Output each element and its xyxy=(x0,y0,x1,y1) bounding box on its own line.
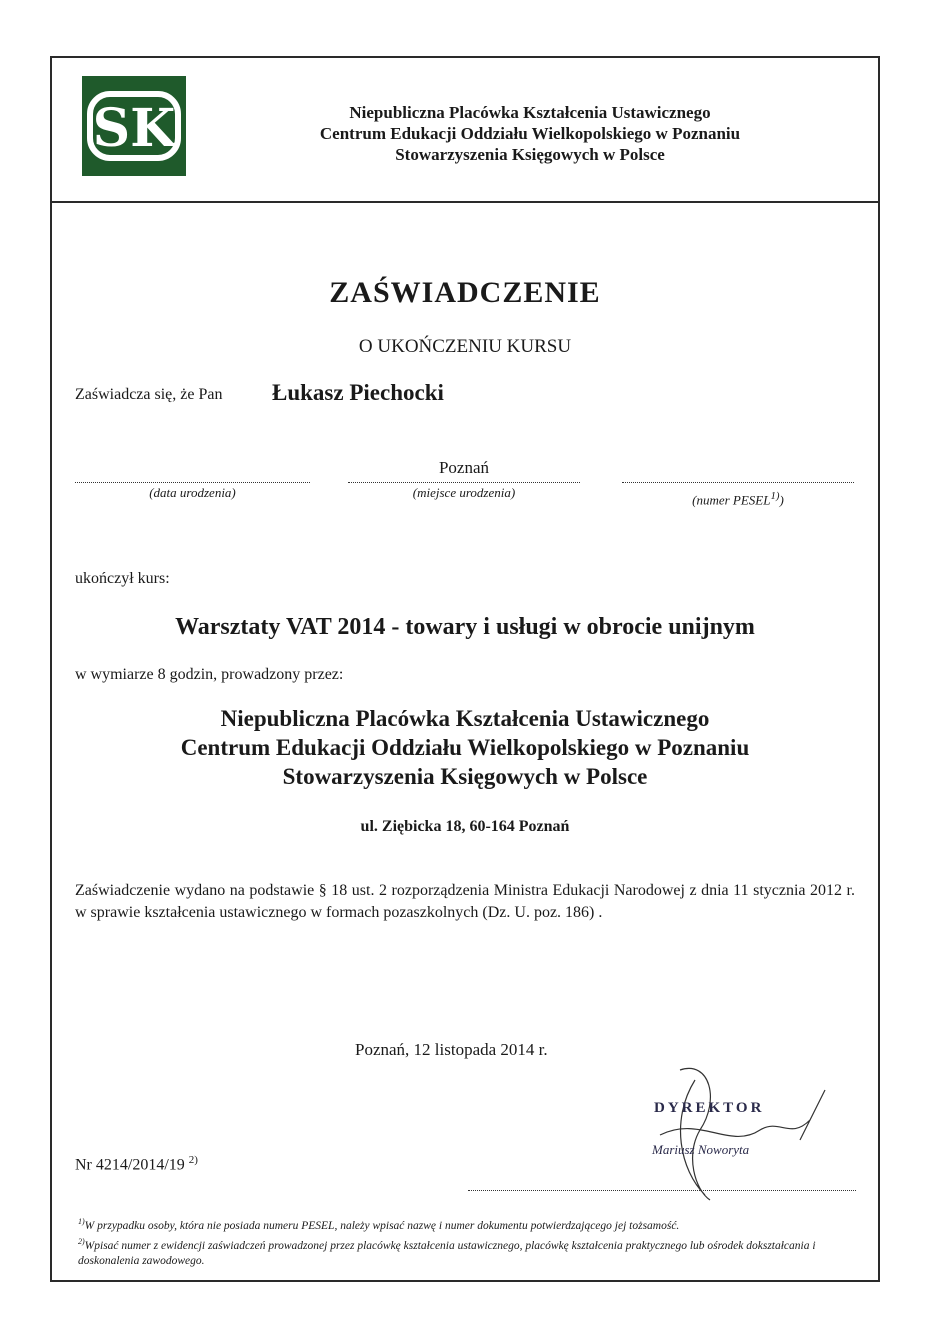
document-subtitle: O UKOŃCZENIU KURSU xyxy=(358,336,572,357)
footnote-item xyxy=(78,1214,858,1234)
header-institution-line: Stowarzyszenia Księgowych w Polsce xyxy=(395,145,665,164)
course-name: Warsztaty VAT 2014 - towary i usługi w obrocie unijnym xyxy=(175,614,755,640)
organizer-line: Centrum Edukacji Oddziału Wielkopolskiego w Poznaniu xyxy=(180,735,750,760)
organizer-line: Stowarzyszenia Księgowych w Polsce xyxy=(282,764,648,789)
footnote-ref: 2) xyxy=(78,1236,85,1246)
certificate-number-ref: 2) xyxy=(188,1154,198,1166)
organizer-name xyxy=(0,704,930,791)
footnote-item xyxy=(78,1234,858,1269)
svg-text:SK: SK xyxy=(92,98,176,159)
completed-label: ukończył kurs: xyxy=(75,570,170,587)
header-institution-line: Centrum Edukacji Oddziału Wielkopolskiego w Poznaniu xyxy=(319,124,741,143)
person-name: Łukasz Piechocki xyxy=(272,380,444,405)
certificate-number-text: Nr 4214/2014/19 xyxy=(75,1156,185,1174)
pesel-footnote-ref: 1) xyxy=(770,490,780,502)
organizer-line: Niepubliczna Placówka Kształcenia Ustawicznego xyxy=(220,706,710,731)
birth-date-line xyxy=(75,482,310,483)
certifies-label: Zaświadcza się, że Pan xyxy=(75,386,223,403)
birth-place-caption: (miejsce urodzenia) xyxy=(412,485,516,500)
pesel-caption: (numer PESEL$^{1)}$) xyxy=(692,490,784,508)
certificate-number xyxy=(75,1154,198,1174)
footnote-ref: 1) xyxy=(78,1217,85,1226)
pesel-caption-text: (numer PESEL xyxy=(692,492,771,508)
place-date: Poznań, 12 listopada 2014 r. xyxy=(355,1040,548,1059)
stamp-title: DYREKTOR xyxy=(654,1100,765,1116)
birth-place-value: Poznań xyxy=(438,458,490,477)
legal-basis-text: Zaświadczenie wydano na podstawie § 18 ust. 2 rozporządzenia Ministra Edukacji Narodowej z dnia 11 stycznia 2012 r. w sprawie kształcenia ustawicznego w formach pozaszkolnych (Dz. U. poz. 186) . xyxy=(75,882,855,921)
director-signature xyxy=(640,1060,840,1210)
scope-text: w wymiarze 8 godzin, prowadzony przez: xyxy=(75,666,344,683)
footnote-text: Wpisać numer z ewidencji zaświadczeń prowadzonej przez placówkę kształcenia ustawicznego, placówkę kształcenia praktycznego lub ośrodek dokształcania i doskonalenia zawodowego. xyxy=(78,1239,816,1267)
header-institution-line: Niepubliczna Placówka Kształcenia Ustawicznego xyxy=(349,103,711,122)
signature-line xyxy=(468,1190,856,1191)
document-title: ZAŚWIADCZENIE xyxy=(329,276,601,309)
footnote-text: W przypadku osoby, która nie posiada numeru PESEL, należy wpisać nazwę i numer dokumentu potwierdzającego jej tożsamość. xyxy=(84,1219,680,1232)
footnotes xyxy=(78,1214,858,1269)
institution-logo xyxy=(82,76,186,176)
pesel-line xyxy=(622,482,854,483)
stamp-name: Mariusz Noworyta xyxy=(652,1142,750,1157)
birth-date-caption: (data urodzenia) xyxy=(149,485,236,500)
organizer-address: ul. Ziębicka 18, 60-164 Poznań xyxy=(360,818,570,835)
birth-place-line xyxy=(348,482,580,483)
header-institution-name xyxy=(250,102,810,165)
